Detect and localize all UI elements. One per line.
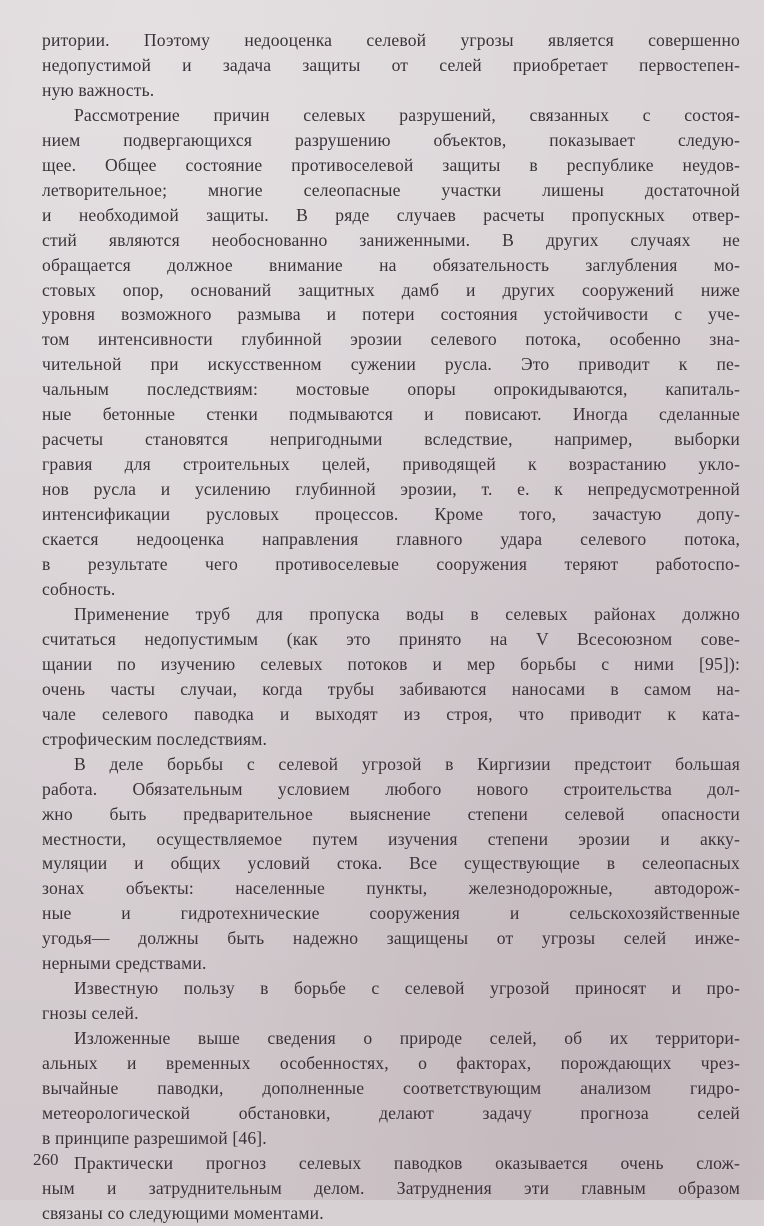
text-line: ным и затруднительным делом. Затруднения эти главным образом bbox=[42, 1177, 740, 1198]
text-line: альных и временных особенностях, о факторах, порождающих чрез- bbox=[42, 1053, 740, 1074]
text-line: нов русла и усилению глубинной эрозии, т. е. к непредусмотренной bbox=[42, 479, 740, 500]
text-line: считаться недопустимым (как это принято на V Всесоюзном сове- bbox=[42, 628, 740, 649]
text-line: собность. bbox=[42, 578, 116, 599]
text-line: чале селевого паводка и выходят из строя, что приводит к ката- bbox=[42, 703, 740, 724]
text-line: угодья— должны быть надежно защищены от угрозы селей инже- bbox=[42, 928, 740, 949]
text-line: ные и гидротехнические сооружения и сельскохозяйственные bbox=[42, 903, 740, 924]
text-line: работа. Обязательным условием любого нового строительства дол- bbox=[42, 778, 740, 799]
text-line: ные бетонные стенки подмываются и повисают. Иногда сделанные bbox=[42, 404, 740, 425]
text-line: метеорологической обстановки, делают задачу прогноза селей bbox=[42, 1102, 740, 1123]
text-line: гравия для строительных целей, приводящей к возрастанию укло- bbox=[42, 454, 740, 475]
text-line: в результате чего противоселевые сооружения теряют работоспо- bbox=[42, 554, 740, 575]
text-line: Практически прогноз селевых паводков оказывается очень слож- bbox=[74, 1152, 740, 1173]
text-line: жно быть предварительное выяснение степени селевой опасности bbox=[42, 803, 740, 824]
text-line: зонах объекты: населенные пункты, железнодорожные, автодорож- bbox=[42, 878, 740, 899]
text-line: том интенсивности глубинной эрозии селевого потока, особенно зна- bbox=[42, 329, 740, 350]
text-line: чальным последствиям: мостовые опоры опрокидываются, капиталь- bbox=[42, 379, 740, 400]
paragraph bbox=[42, 602, 740, 752]
text-line: скается недооценка направления главного удара селевого потока, bbox=[42, 529, 740, 550]
text-line: муляции и общих условий стока. Все существующие в селеопасных bbox=[42, 853, 740, 874]
page-number: 260 bbox=[33, 1150, 59, 1169]
text-line: обращается должное внимание на обязательность заглубления мо- bbox=[42, 254, 740, 275]
paragraph bbox=[42, 103, 740, 602]
text-line: летворительное; многие селеопасные участки лишены достаточной bbox=[42, 179, 740, 200]
text-line: Изложенные выше сведения о природе селей, об их территори- bbox=[74, 1028, 740, 1049]
text-line: ритории. Поэтому недооценка селевой угрозы является совершенно bbox=[42, 30, 740, 50]
text-line: интенсификации русловых процессов. Кроме того, зачастую допу- bbox=[42, 504, 740, 525]
text-line: связаны со следующими моментами. bbox=[42, 1202, 324, 1223]
text-line: нерными средствами. bbox=[42, 953, 207, 974]
text-line: гнозы селей. bbox=[42, 1003, 139, 1024]
text-line: расчеты становятся непригодными вследствие, например, выборки bbox=[42, 429, 740, 450]
text-line: и необходимой защиты. В ряде случаев расчеты пропускных отвер- bbox=[42, 204, 740, 225]
paragraph bbox=[42, 1151, 740, 1226]
text-line: строфическим последствиям. bbox=[42, 728, 268, 749]
text-line: нием подвергающихся разрушению объектов, показывает следую- bbox=[42, 129, 740, 150]
text-line: вычайные паводки, дополненные соответствующим анализом гидро- bbox=[42, 1078, 740, 1099]
text-line: в принципе разрешимой [46]. bbox=[42, 1127, 267, 1148]
text-line: щании по изучению селевых потоков и мер борьбы с ними [95]): bbox=[42, 653, 740, 674]
text-line: недопустимой и задача защиты от селей приобретает первостепен- bbox=[42, 54, 740, 75]
text-line: очень часты случаи, когда трубы забиваются наносами в самом на- bbox=[42, 678, 740, 699]
paragraph bbox=[42, 976, 740, 1026]
text-line: Рассмотрение причин селевых разрушений, связанных с состоя- bbox=[74, 104, 740, 125]
text-line: щее. Общее состояние противоселевой защиты в республике неудов- bbox=[42, 154, 740, 175]
text-line: местности, осуществляемое путем изучения степени эрозии и акку- bbox=[42, 828, 740, 849]
text-line: Известную пользу в борьбе с селевой угрозой приносят и про- bbox=[74, 978, 740, 999]
paragraph bbox=[42, 752, 740, 977]
text-line: стовых опор, оснований защитных дамб и других сооружений ниже bbox=[42, 279, 740, 300]
text-line: ную важность. bbox=[42, 79, 155, 100]
text-line: Применение труб для пропуска воды в селевых районах должно bbox=[74, 603, 740, 624]
text-line: стий являются необоснованно заниженными. В других случаях не bbox=[42, 229, 740, 250]
text-line: чительной при искусственном сужении русла. Это приводит к пе- bbox=[42, 354, 740, 375]
body-text bbox=[42, 28, 740, 1226]
text-line: В деле борьбы с селевой угрозой в Киргизии предстоит большая bbox=[74, 753, 740, 774]
paragraph bbox=[42, 28, 740, 103]
text-line: уровня возможного размыва и потери состояния устойчивости с уче- bbox=[42, 304, 740, 325]
paragraph bbox=[42, 1026, 740, 1151]
